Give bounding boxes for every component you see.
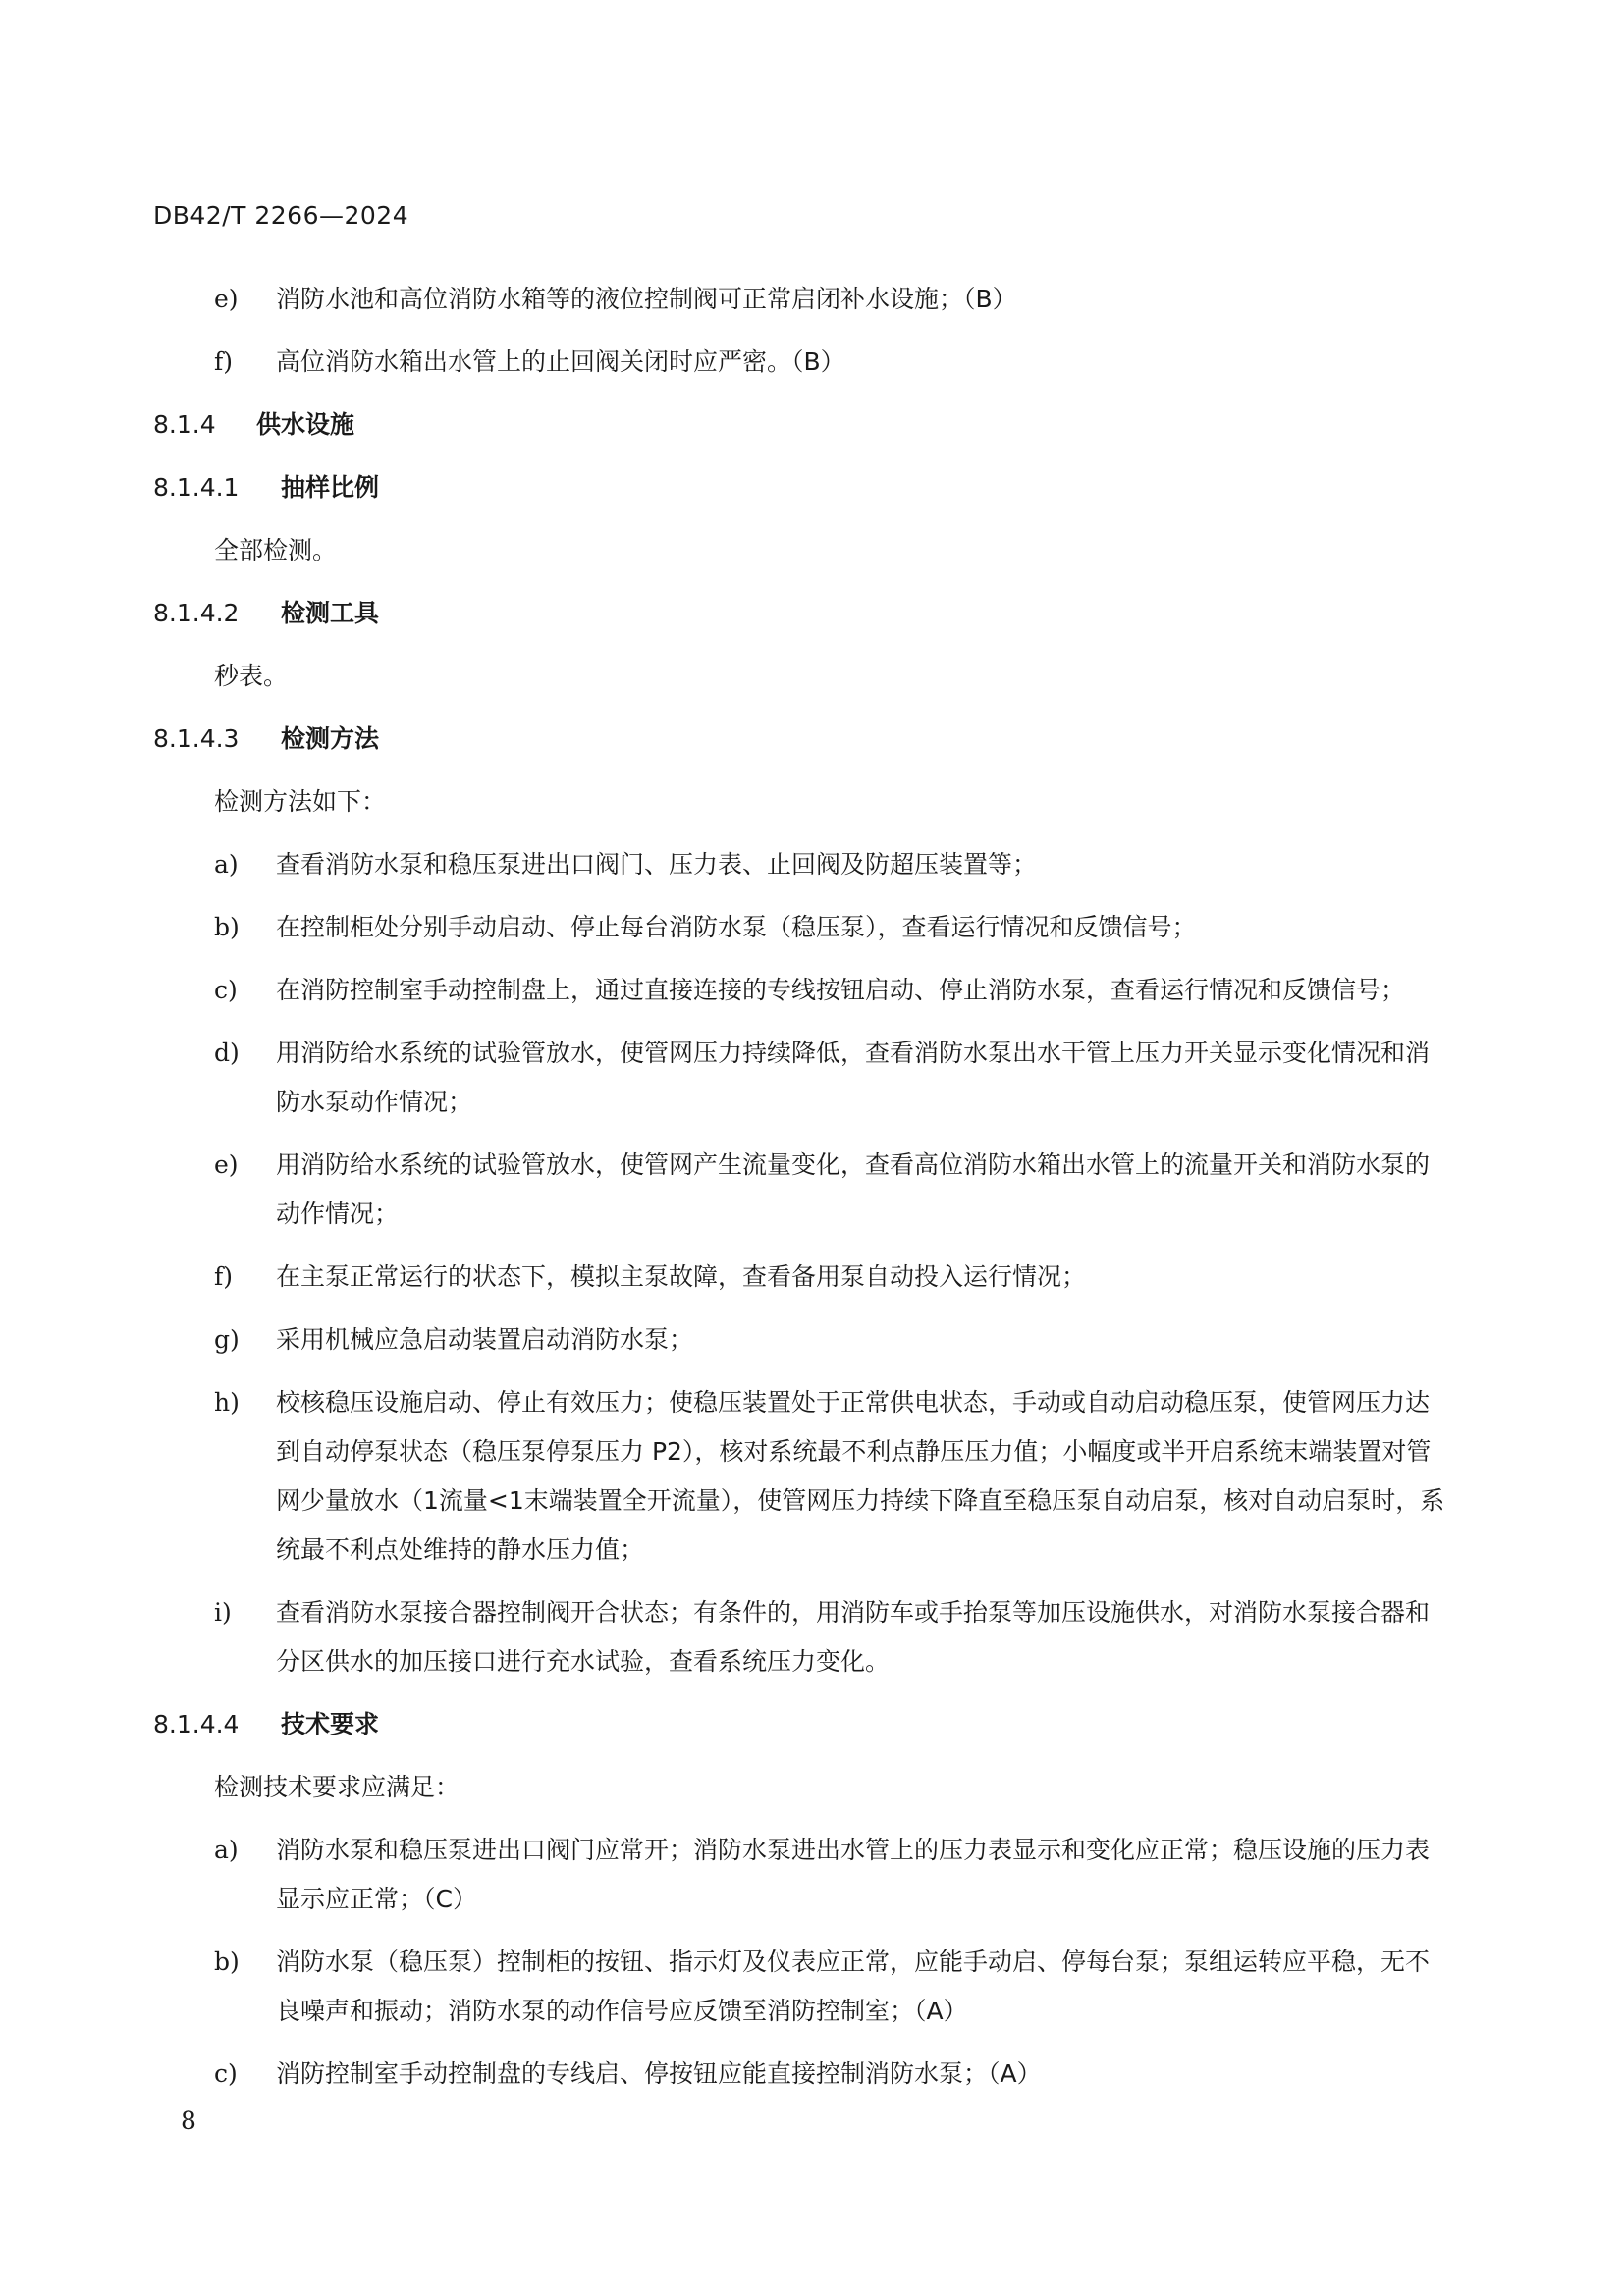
list-item xyxy=(153,840,1449,889)
list-marker: a) xyxy=(214,1836,239,1864)
list-item-text: 在控制柜处分别手动启动、停止每台消防水泵（稳压泵），查看运行情况和反馈信号； xyxy=(276,913,1197,941)
subsection-number: 8.1.4.1 xyxy=(153,473,240,502)
subsection-number: 8.1.4.2 xyxy=(153,599,240,627)
subsection-title: 检测工具 xyxy=(281,599,380,627)
subsection-number: 8.1.4.3 xyxy=(153,724,240,753)
list-item xyxy=(153,1253,1449,1302)
list-item-text: 消防水泵和稳压泵进出口阀门应常开；消防水泵进出水管上的压力表显示和变化应正常；稳压设施的压力表显示应正常；（C） xyxy=(276,1836,1431,1913)
list-item-text: 用消防给水系统的试验管放水，使管网产生流量变化，查看高位消防水箱出水管上的流量开关和消防水泵的动作情况； xyxy=(276,1150,1431,1228)
subsection-title: 抽样比例 xyxy=(281,473,380,502)
list-item xyxy=(153,1029,1449,1127)
list-item xyxy=(153,1378,1449,1575)
subsection-heading xyxy=(153,589,1449,638)
list-marker: f) xyxy=(214,347,234,376)
list-marker: d) xyxy=(214,1039,240,1067)
subsection-number: 8.1.4.4 xyxy=(153,1710,240,1738)
list-item xyxy=(153,1938,1449,2036)
list-marker: e) xyxy=(214,285,239,313)
section-number: 8.1.4 xyxy=(153,410,216,439)
paragraph: 秒表。 xyxy=(214,662,289,690)
section-title: 供水设施 xyxy=(256,410,355,439)
list-marker: i) xyxy=(214,1598,232,1627)
list-marker: b) xyxy=(214,1948,240,1976)
subsection-heading xyxy=(153,715,1449,764)
list-item-text: 高位消防水箱出水管上的止回阀关闭时应严密。（B） xyxy=(276,347,845,376)
list-item xyxy=(153,2050,1449,2099)
list-item-text: 在消防控制室手动控制盘上，通过直接连接的专线按钮启动、停止消防水泵，查看运行情况和反馈信号； xyxy=(276,976,1406,1004)
list-marker: c) xyxy=(214,2059,238,2088)
page-number: 8 xyxy=(181,2107,196,2135)
list-marker: a) xyxy=(214,850,239,879)
paragraph: 全部检测。 xyxy=(214,536,338,564)
list-item-text: 校核稳压设施启动、停止有效压力；使稳压装置处于正常供电状态，手动或自动启动稳压泵，使管网压力达到自动停泵状态（稳压泵停泵压力 P2），核对系统最不利点静压压力值；小幅度或半开启系统末端装置对管网少量放水（1流量<1末端装置全开流量），使管网压力持续下降直至稳压泵自动启泵，核对自动启泵时，系统最不利点处维持的静水压力值； xyxy=(276,1388,1445,1564)
list-marker: f) xyxy=(214,1262,234,1291)
list-item-text: 用消防给水系统的试验管放水，使管网压力持续降低，查看消防水泵出水干管上压力开关显示变化情况和消防水泵动作情况； xyxy=(276,1039,1431,1116)
list-item xyxy=(153,338,1449,387)
page-content xyxy=(153,275,1449,2112)
list-item xyxy=(153,966,1449,1015)
list-item xyxy=(153,275,1449,324)
list-item-text: 在主泵正常运行的状态下，模拟主泵故障，查看备用泵自动投入运行情况； xyxy=(276,1262,1087,1291)
list-marker: g) xyxy=(214,1325,240,1354)
list-marker: b) xyxy=(214,913,240,941)
list-item xyxy=(153,903,1449,952)
list-item xyxy=(153,1826,1449,1924)
paragraph: 检测方法如下： xyxy=(214,787,387,816)
list-marker: h) xyxy=(214,1388,240,1416)
list-item-text: 消防水池和高位消防水箱等的液位控制阀可正常启闭补水设施；（B） xyxy=(276,285,1017,313)
paragraph: 检测技术要求应满足： xyxy=(214,1773,460,1801)
list-item-text: 采用机械应急启动装置启动消防水泵； xyxy=(276,1325,694,1354)
subsection-title: 检测方法 xyxy=(281,724,380,753)
list-item-text: 查看消防水泵接合器控制阀开合状态；有条件的，用消防车或手抬泵等加压设施供水，对消防水泵接合器和分区供水的加压接口进行充水试验，查看系统压力变化。 xyxy=(276,1598,1431,1676)
list-item xyxy=(153,1315,1449,1364)
list-item xyxy=(153,1141,1449,1239)
document-id: DB42/T 2266—2024 xyxy=(153,201,409,230)
list-marker: e) xyxy=(214,1150,239,1179)
subsection-heading xyxy=(153,1700,1449,1749)
list-item-text: 消防控制室手动控制盘的专线启、停按钮应能直接控制消防水泵；（A） xyxy=(276,2059,1042,2088)
section-heading xyxy=(153,400,1449,450)
subsection-title: 技术要求 xyxy=(281,1710,380,1738)
list-item xyxy=(153,1588,1449,1686)
list-marker: c) xyxy=(214,976,238,1004)
list-item-text: 消防水泵（稳压泵）控制柜的按钮、指示灯及仪表应正常，应能手动启、停每台泵；泵组运转应平稳，无不良噪声和振动；消防水泵的动作信号应反馈至消防控制室；（A） xyxy=(276,1948,1431,2025)
list-item-text: 查看消防水泵和稳压泵进出口阀门、压力表、止回阀及防超压装置等； xyxy=(276,850,1038,879)
subsection-heading xyxy=(153,463,1449,512)
